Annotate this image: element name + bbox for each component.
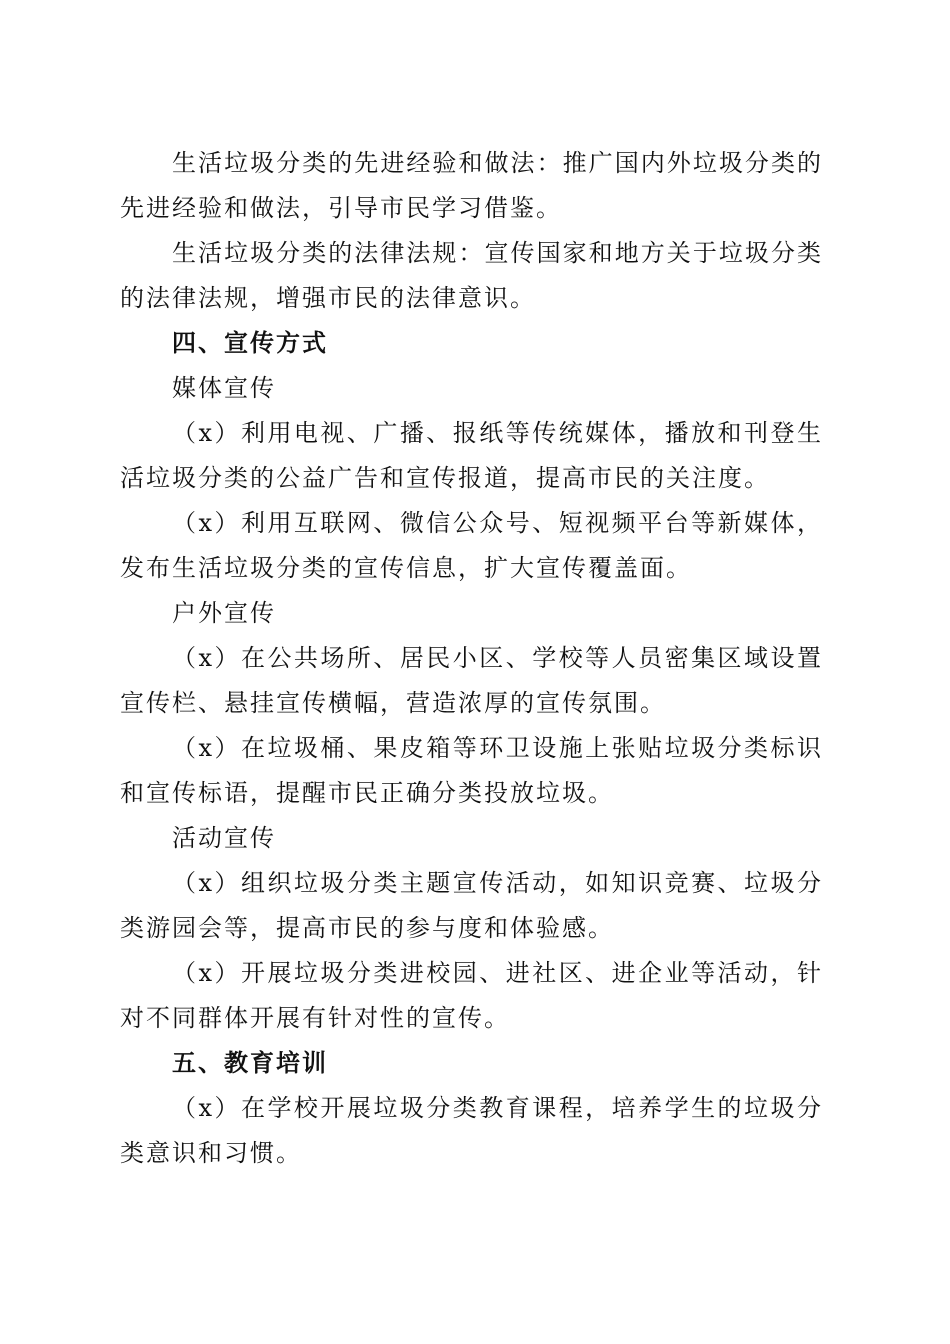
paragraph-advanced-experience: 生活垃圾分类的先进经验和做法：推广国内外垃圾分类的先进经验和做法，引导市民学习借鉴。 (120, 149, 823, 222)
subheading-outdoor-publicity: 户外宣传 (172, 599, 276, 627)
subheading-media-publicity: 媒体宣传 (172, 374, 276, 402)
paragraph-public-places: （x）在公共场所、居民小区、学校等人员密集区域设置宣传栏、悬挂宣传横幅，营造浓厚的宣传氛围。 (120, 644, 823, 717)
paragraph-campus-community: （x）开展垃圾分类进校园、进社区、进企业等活动，针对不同群体开展有针对性的宣传。 (120, 959, 823, 1032)
document-body (120, 141, 823, 1176)
paragraph-new-media: （x）利用互联网、微信公众号、短视频平台等新媒体，发布生活垃圾分类的宣传信息，扩大宣传覆盖面。 (120, 509, 823, 582)
paragraph-school-courses: （x）在学校开展垃圾分类教育课程，培养学生的垃圾分类意识和习惯。 (120, 1094, 823, 1167)
paragraph-theme-activities: （x）组织垃圾分类主题宣传活动，如知识竞赛、垃圾分类游园会等，提高市民的参与度和体验感。 (120, 869, 823, 942)
paragraph-traditional-media: （x）利用电视、广播、报纸等传统媒体，播放和刊登生活垃圾分类的公益广告和宣传报道，提高市民的关注度。 (120, 419, 823, 492)
subheading-activity-publicity: 活动宣传 (172, 824, 276, 852)
section-heading-education-training: 五、教育培训 (172, 1049, 328, 1077)
paragraph-laws-regulations: 生活垃圾分类的法律法规：宣传国家和地方关于垃圾分类的法律法规，增强市民的法律意识。 (120, 239, 823, 312)
paragraph-sanitation-facilities: （x）在垃圾桶、果皮箱等环卫设施上张贴垃圾分类标识和宣传标语，提醒市民正确分类投放垃圾。 (120, 734, 823, 807)
section-heading-publicity-methods: 四、宣传方式 (172, 329, 328, 357)
